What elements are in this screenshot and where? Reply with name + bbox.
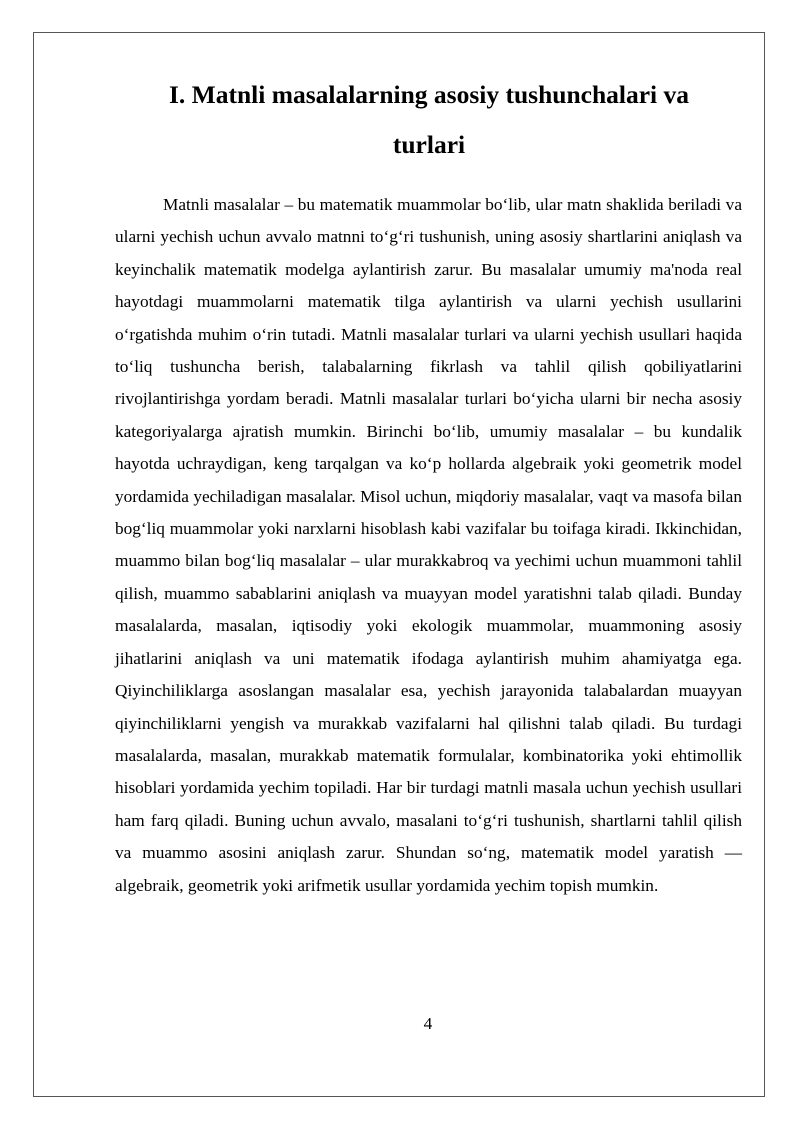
page-number: 4 bbox=[423, 1014, 433, 1033]
page-title: I. Matnli masalalarning asosiy tushunchalari va turlari bbox=[169, 80, 689, 159]
body-paragraph: Matnli masalalar – bu matematik muammolar bo‘lib, ular matn shaklida beriladi va ularni yechish uchun avvalo matnni to‘g‘ri tushunish, uning asosiy shartlarini aniqlash va keyinchalik matematik modelga aylantirish zarur. Bu masalalar umumiy ma'noda real hayotdagi muammolarni matematik tilga aylantirish va ularni yechish usullarini o‘rgatishda muhim o‘rin tutadi. Matnli masalalar turlari va ularni yechish usullari haqida to‘liq tushuncha berish, talabalarning fikrlash va tahlil qilish qobiliyatlarini rivojlantirishga yordam beradi. Matnli masalalar turlari bo‘yicha ularni bir necha asosiy kategoriyalarga ajratish mumkin. Birinchi bo‘lib, umumiy masalalar – bu kundalik hayotda uchraydigan, keng tarqalgan va ko‘p hollarda algebraik yoki geometrik model yordamida yechiladigan masalalar. Misol uchun, miqdoriy masalalar, vaqt va masofa bilan bog‘liq muammolar yoki narxlarni hisoblash kabi vazifalar bu toifaga kiradi. Ikkinchidan, muammo bilan bog‘liq masalalar – ular murakkabroq va yechimi uchun muammoni tahlil qilish, muammo sabablarini aniqlash va muayyan model yaratishni talab qiladi. Bunday masalalarda, masalan, iqtisodiy yoki ekologik muammolar, muammoning asosiy jihatlarini aniqlash va uni matematik ifodaga aylantirish muhim ahamiyatga ega. Qiyinchiliklarga asoslangan masalalar esa, yechish jarayonida talabalardan muayyan qiyinchiliklarni yengish va murakkab vazifalarni hal qilishni talab qiladi. Bu turdagi masalalarda, masalan, murakkab matematik formulalar, kombinatorika yoki ehtimollik hisoblari yordamida yechim topiladi. Har bir turdagi matnli masala uchun yechish usullari ham farq qiladi. Buning uchun avvalo, masalani to‘g‘ri tushunish, shartlarni tahlil qilish va muammo asosini aniqlash zarur. Shundan so‘ng, matematik model yaratish — algebraik, geometrik yoki arifmetik usullar yordamida yechim topish mumkin. bbox=[115, 195, 742, 895]
